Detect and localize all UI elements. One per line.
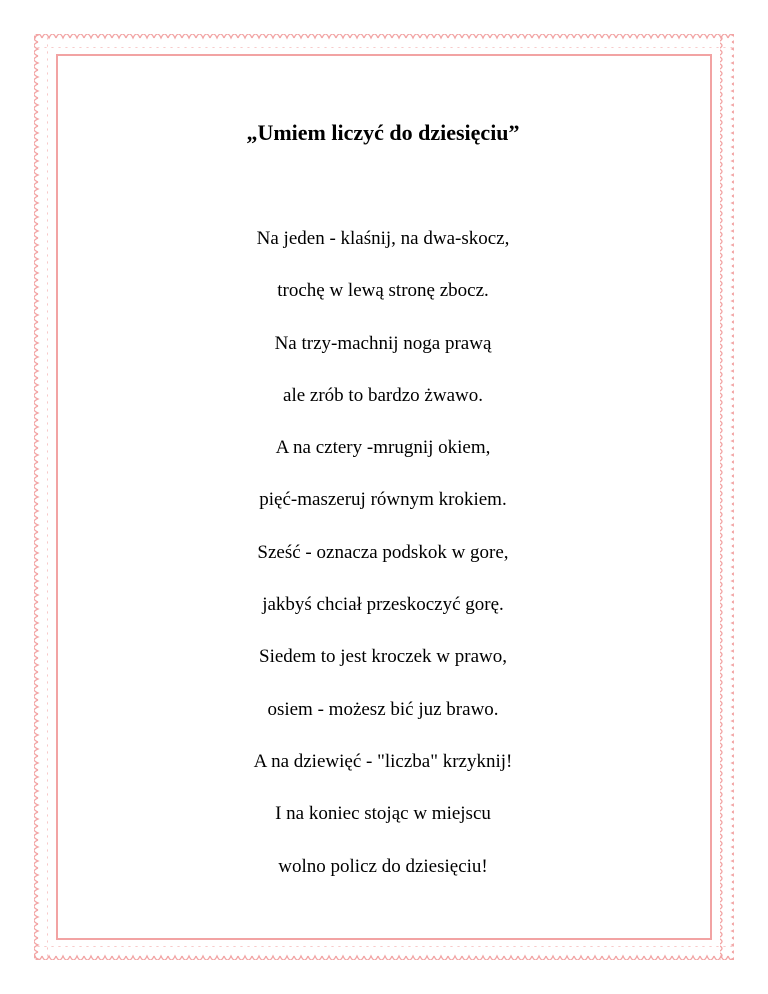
poem-line: A na cztery -mrugnij okiem, <box>275 437 491 459</box>
poem-line: Siedem to jest kroczek w prawo, <box>259 646 507 668</box>
poem-stanza <box>58 224 708 904</box>
poem-line: A na dziewięć - "liczba" krzyknij! <box>253 750 513 772</box>
poem-line: ale zrób to bardzo żwawo. <box>283 384 483 406</box>
poem-line: wolno policz do dziesięciu! <box>278 855 488 877</box>
poem-line: trochę w lewą stronę zbocz. <box>277 280 489 302</box>
poem-page <box>58 56 708 938</box>
poem-title: „Umiem liczyć do dziesięciu” <box>246 120 520 145</box>
poem-line: jakbyś chciał przeskoczyć gorę. <box>262 594 504 616</box>
poem-line: I na koniec stojąc w miejscu <box>275 803 491 825</box>
poem-line: Na jeden - klaśnij, na dwa-skocz, <box>256 228 510 249</box>
poem-line: osiem - możesz bić juz brawo. <box>267 698 499 720</box>
poem-line: Na trzy-machnij noga prawą <box>274 332 492 354</box>
poem-line: Sześć - oznacza podskok w gore, <box>257 541 509 563</box>
poem-line: pięć-maszeruj równym krokiem. <box>259 489 507 511</box>
